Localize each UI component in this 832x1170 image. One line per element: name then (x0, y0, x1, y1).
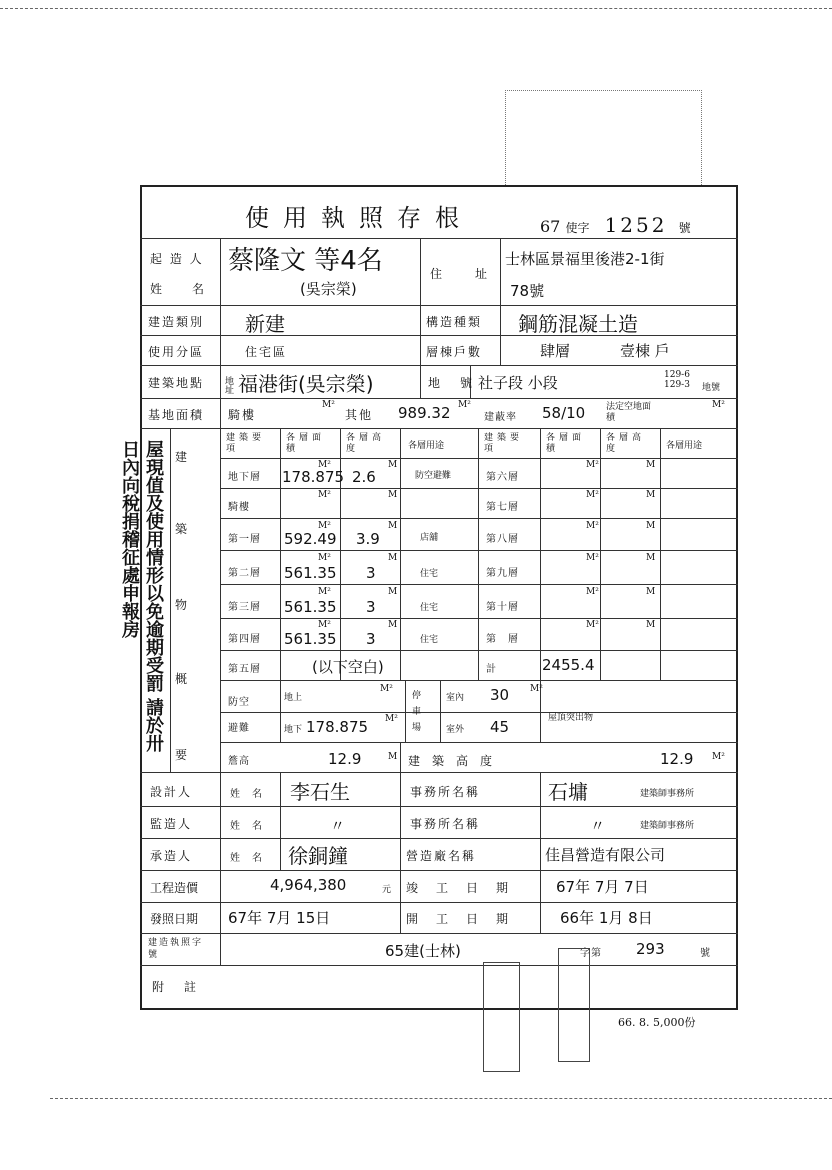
floors-value: 肆層 (540, 342, 571, 360)
shelter-below-label: 地下 (284, 725, 303, 735)
contractor-name-label: 姓 名 (230, 853, 263, 864)
completion-value: 67年 7月 7日 (556, 878, 649, 896)
unit-m-4: M (388, 620, 398, 630)
lot-label: 地號 (428, 376, 493, 390)
parking-out: 45 (490, 718, 510, 736)
owner-name: 蔡隆文 等4名 (228, 246, 383, 276)
designer-name: 李石生 (290, 780, 350, 804)
category-label: 建造類別 (148, 315, 205, 329)
unit-m2-6: M² (586, 460, 599, 470)
zone-label: 使用分區 (148, 345, 205, 359)
col-header-5: 建築要項 (484, 433, 524, 454)
designer-office-suffix: 建築師事務所 (640, 789, 695, 799)
shelter-label: 防空避難 (228, 697, 250, 734)
unit-m2-arcade: M² (318, 490, 331, 500)
floor-name-8: 第八層 (486, 534, 519, 545)
floor-use-1: 店舖 (420, 533, 439, 543)
scan-edge-top (0, 8, 832, 9)
floor-name-7: 第七層 (486, 502, 519, 513)
unit-m-b1: M (388, 460, 398, 470)
floor-total-area: 2455.4 (542, 656, 595, 674)
designer-office: 石墉 (548, 780, 588, 804)
unit-m2-1: M² (318, 521, 331, 531)
unit-m2-b1: M² (318, 460, 331, 470)
permit-type: 使字 (565, 221, 590, 235)
floor-use-3: 住宅 (420, 603, 439, 613)
top-stamp (505, 90, 702, 187)
floor-area-2: 561.35 (284, 564, 337, 582)
page-title: 使用執照存根 (245, 204, 473, 232)
owner-address: 士林區景福里後港2-1街 (505, 250, 665, 268)
col-header-2: 各層面積 (286, 433, 326, 454)
permit-prefix: 67 (540, 217, 561, 236)
construction-permit-mid: 字第 (580, 948, 602, 959)
cost-label: 工程造價 (150, 881, 199, 895)
floor-use-2: 住宅 (420, 569, 439, 579)
floor-use-4: 住宅 (420, 635, 439, 645)
site-value: 福港街(吳宗榮) (238, 372, 374, 396)
supervisor-name-label: 姓 名 (230, 821, 263, 832)
start-value: 66年 1月 8日 (560, 909, 653, 927)
cost-value: 4,964,380 (270, 876, 347, 894)
floor-height-4: 3 (366, 630, 376, 648)
parking-out-label: 室外 (446, 725, 465, 735)
floor-height-2: 3 (366, 564, 376, 582)
owner-label-a: 起 造 人 (150, 252, 204, 266)
site-label: 建築地點 (148, 376, 205, 390)
coverage-label: 建蔽率 (484, 412, 517, 423)
unit-m2-8: M² (586, 521, 599, 531)
floor-name-6: 第六層 (486, 472, 519, 483)
open-space-unit: M² (712, 400, 725, 410)
col-header-3: 各層高度 (346, 433, 386, 454)
unit-m2-3: M² (318, 587, 331, 597)
floor-name-2: 第二層 (228, 568, 261, 579)
owner-name-note: (吳宗榮) (300, 280, 357, 298)
address-label-a: 住 (430, 267, 445, 281)
overview-char-1: 建 (175, 450, 190, 464)
parking-unit: M² (530, 684, 543, 694)
col-header-1: 建築要項 (226, 433, 266, 454)
col-header-8: 各層用途 (666, 441, 703, 451)
category-value: 新建 (245, 312, 285, 336)
floor-name-arcade: 騎樓 (228, 502, 250, 513)
other-area: 989.32 (398, 404, 451, 422)
floors-label: 層棟戶數 (426, 345, 483, 359)
floor-height-1: 3.9 (356, 530, 380, 548)
issue-label: 發照日期 (150, 912, 199, 926)
floor-area-1: 592.49 (284, 530, 337, 548)
roof-label: 屋頂突出物 (548, 713, 594, 723)
seal-stamp-right (558, 948, 590, 1062)
overview-char-4: 概 (175, 672, 190, 686)
area-label: 基地面積 (148, 408, 205, 422)
contractor-name: 徐銅鐘 (288, 844, 348, 868)
construction-permit-no: 293 (636, 940, 665, 958)
unit-m2-n: M² (586, 620, 599, 630)
permit-number: 1252 (604, 213, 668, 237)
unit-m2-4: M² (318, 620, 331, 630)
floor-name-b1: 地下層 (228, 472, 261, 483)
floor-name-1: 第一層 (228, 534, 261, 545)
unit-m-2: M (388, 553, 398, 563)
arcade-label: 騎樓 (228, 408, 257, 422)
seal-stamp-left (483, 962, 520, 1072)
supervisor-office-label: 事務所名稱 (410, 817, 481, 831)
contractor-firm-label: 營造廠名稱 (406, 849, 477, 863)
unit-m-1: M (388, 521, 398, 531)
unit-m-arcade: M (388, 490, 398, 500)
supervisor-office-suffix: 建築師事務所 (640, 821, 695, 831)
floor-height-b1: 2.6 (352, 468, 376, 486)
designer-name-label: 姓 名 (230, 789, 263, 800)
floor-name-n: 第 層 (486, 634, 519, 645)
address-label-b: 址 (475, 267, 490, 281)
shelter-area: 178.875 (306, 718, 369, 736)
unit-m2-10: M² (586, 587, 599, 597)
unit-m-10: M (646, 587, 656, 597)
cost-unit: 元 (382, 885, 392, 895)
overview-char-3: 物 (175, 598, 190, 612)
open-space-label: 法定空地面積 (606, 402, 652, 423)
shelter-above-unit: M² (380, 684, 393, 694)
remarks-label: 附註 (152, 980, 217, 994)
height-unit: M² (712, 752, 725, 762)
height-label: 建築高度 (408, 754, 505, 768)
col-header-4: 各層用途 (408, 441, 445, 451)
arcade-unit: M² (322, 400, 335, 410)
height-value: 12.9 (660, 750, 694, 768)
floor-use-b1: 防空避難 (415, 471, 452, 481)
parking-label: 停車場 (412, 691, 422, 733)
issue-value: 67年 7月 15日 (228, 909, 331, 927)
supervisor-name: 〃 (330, 817, 346, 835)
structure-value: 鋼筋混凝土造 (518, 312, 638, 336)
unit-m-3: M (388, 587, 398, 597)
supervisor-office: 〃 (590, 817, 606, 835)
construction-permit-suffix: 號 (700, 948, 711, 959)
floor-total-label: 計 (486, 664, 497, 675)
contractor-label: 承造人 (150, 849, 193, 863)
floor-name-5: 第五層 (228, 664, 261, 675)
unit-m2-9: M² (586, 553, 599, 563)
supervisor-label: 監造人 (150, 817, 193, 831)
other-unit: M² (458, 400, 471, 410)
floor-name-10: 第十層 (486, 602, 519, 613)
other-label: 其他 (345, 408, 374, 422)
parking-in: 30 (490, 686, 510, 704)
eave-label: 簷高 (228, 756, 250, 767)
lot-numbers: 129-6 129-3 (664, 370, 690, 390)
start-label: 開工日期 (406, 912, 527, 926)
floor-area-5: (以下空白) (312, 658, 384, 676)
floor-name-4: 第四層 (228, 634, 261, 645)
unit-m2-7: M² (586, 490, 599, 500)
floor-area-b1: 178.875 (282, 468, 345, 486)
completion-label: 竣工日期 (406, 881, 527, 895)
owner-label-b: 姓 名 (150, 282, 207, 296)
designer-label: 設計人 (150, 785, 193, 799)
unit-m-6: M (646, 460, 656, 470)
eave-value: 12.9 (328, 750, 362, 768)
floor-name-9: 第九層 (486, 568, 519, 579)
shelter-above-label: 地上 (284, 693, 303, 703)
floor-name-3: 第三層 (228, 602, 261, 613)
structure-label: 構造種類 (426, 315, 483, 329)
site-prefix: 地址 (223, 376, 233, 394)
floor-height-3: 3 (366, 598, 376, 616)
designer-office-label: 事務所名稱 (410, 785, 481, 799)
col-header-6: 各層面積 (546, 433, 586, 454)
col-header-7: 各層高度 (606, 433, 646, 454)
permit-suffix: 號 (678, 221, 691, 235)
unit-m2-2: M² (318, 553, 331, 563)
shelter-below-unit: M² (385, 714, 398, 724)
contractor-firm: 佳昌營造有限公司 (545, 846, 666, 864)
eave-unit: M (388, 752, 398, 762)
units-value: 壹棟 戶 (620, 342, 670, 360)
print-info: 66. 8. 5,000份 (618, 1016, 696, 1029)
side-note: 屋現值及使用情形以免逾期受罰 請於卅日內向稅捐稽征處申報房 (119, 440, 164, 753)
construction-permit-label: 建造執照字號 (148, 938, 204, 960)
scan-edge-bottom (50, 1098, 832, 1099)
floor-area-3: 561.35 (284, 598, 337, 616)
owner-address-2: 78號 (510, 282, 545, 300)
floor-area-4: 561.35 (284, 630, 337, 648)
zone-value: 住宅區 (245, 345, 288, 359)
unit-m-7: M (646, 490, 656, 500)
overview-char-2: 築 (175, 522, 190, 536)
construction-permit-value: 65建(士林) (385, 942, 461, 960)
unit-m-9: M (646, 553, 656, 563)
parking-in-label: 室內 (446, 693, 465, 703)
coverage-value: 58/10 (542, 404, 586, 422)
overview-char-5: 要 (175, 748, 190, 762)
unit-m-8: M (646, 521, 656, 531)
unit-m-n: M (646, 620, 656, 630)
lot-suffix: 地號 (702, 383, 721, 393)
lot-value: 社子段 小段 (478, 374, 558, 392)
